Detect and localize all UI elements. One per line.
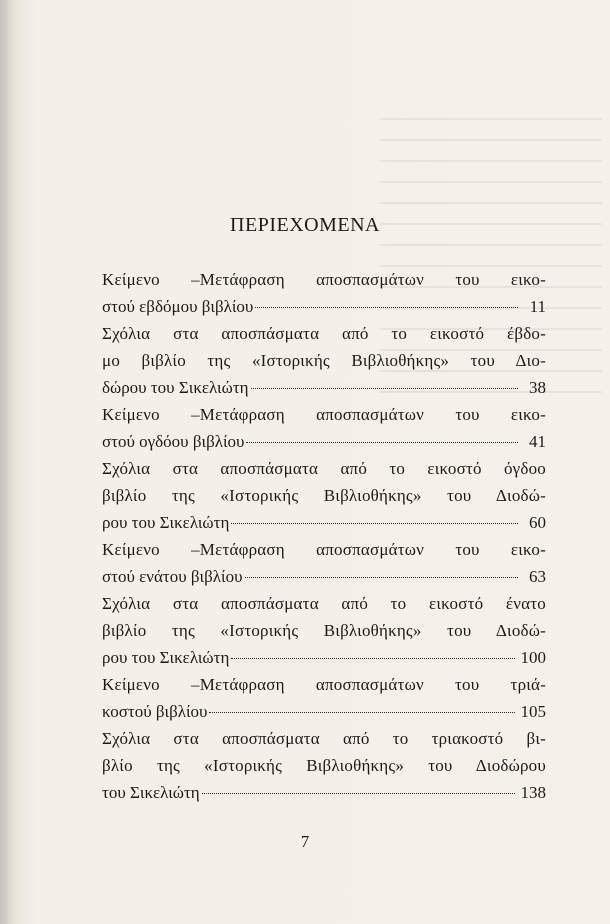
toc-entry-line: Σχόλια στα αποσπάσματα από το εικοστό όγδοο [102,459,546,478]
toc-entry [102,320,546,401]
toc-page-number: 11 [529,297,546,316]
toc-entry-line: Κείμενο –Μετάφραση αποσπασμάτων του τριά- [102,675,546,694]
toc-entry-text: δώρου του Σικελιώτη [102,378,249,397]
toc-page-number: 105 [520,702,546,721]
toc-entry [102,671,546,725]
toc-entry-line: Σχόλια στα αποσπάσματα από το τριακοστό βι- [102,729,546,748]
dot-leader [231,658,514,659]
toc-entry-text: ρου του Σικελιώτη [102,648,230,667]
toc-entry-line: Κείμενο –Μετάφραση αποσπασμάτων του εικο- [102,405,546,424]
toc-entry-line: Κείμενο –Μετάφραση αποσπασμάτων του εικο- [102,540,546,559]
toc-entry-text: στού εβδόμου βιβλίου [102,297,254,316]
dot-leader [202,793,515,794]
dot-leader [231,523,518,524]
dot-leader [255,307,518,308]
toc-entry [102,725,546,806]
toc-entry-last-line [102,428,546,455]
toc-entry-line: βλίο της «Ιστορικής Βιβλιοθήκης» του Διοδώρου [102,756,546,775]
dot-leader [246,442,518,443]
toc-page-number: 63 [529,567,546,586]
toc-entry-line: Σχόλια στα αποσπάσματα από το εικοστό ένατο [102,594,546,613]
toc-entry-line: μο βιβλίο της «Ιστορικής Βιβλιοθήκης» του Διο- [102,351,546,370]
dot-leader [251,388,518,389]
toc-page-number: 138 [520,783,546,802]
page-title: ΠΕΡΙΕΧΟΜΕΝΑ [230,214,380,236]
toc-entry-last-line [102,644,546,671]
toc-entry-line: βιβλίο της «Ιστορικής Βιβλιοθήκης» του Διοδώ- [102,486,546,505]
toc-entry-text: στού ογδόου βιβλίου [102,432,245,451]
toc-entry [102,455,546,536]
toc-entry-text: του Σικελιώτη [102,783,200,802]
dot-leader [245,577,519,578]
toc-entry-text: κοστού βιβλίου [102,702,208,721]
toc-page-number: 100 [520,648,546,667]
toc-entry-text: στού ενάτου βιβλίου [102,567,243,586]
toc-entry-line: βιβλίο της «Ιστορικής Βιβλιοθήκης» του Διοδώ- [102,621,546,640]
toc-entry-last-line [102,374,546,401]
table-of-contents [102,266,546,806]
toc-page-number: 60 [529,513,546,532]
toc-page-number: 38 [529,378,546,397]
gutter-shadow [0,0,18,924]
toc-entry [102,266,546,320]
toc-entry-last-line [102,293,546,320]
page-number: 7 [300,832,310,851]
toc-entry-last-line [102,779,546,806]
toc-entry [102,401,546,455]
toc-entry-last-line [102,509,546,536]
toc-entry [102,536,546,590]
toc-entry-last-line [102,698,546,725]
toc-page-number: 41 [529,432,546,451]
toc-entry-line: Κείμενο –Μετάφραση αποσπασμάτων του εικο- [102,270,546,289]
dot-leader [209,712,514,713]
toc-entry-line: Σχόλια στα αποσπάσματα από το εικοστό έβδο- [102,324,546,343]
toc-entry [102,590,546,671]
toc-entry-text: ρου του Σικελιώτη [102,513,230,532]
toc-entry-last-line [102,563,546,590]
